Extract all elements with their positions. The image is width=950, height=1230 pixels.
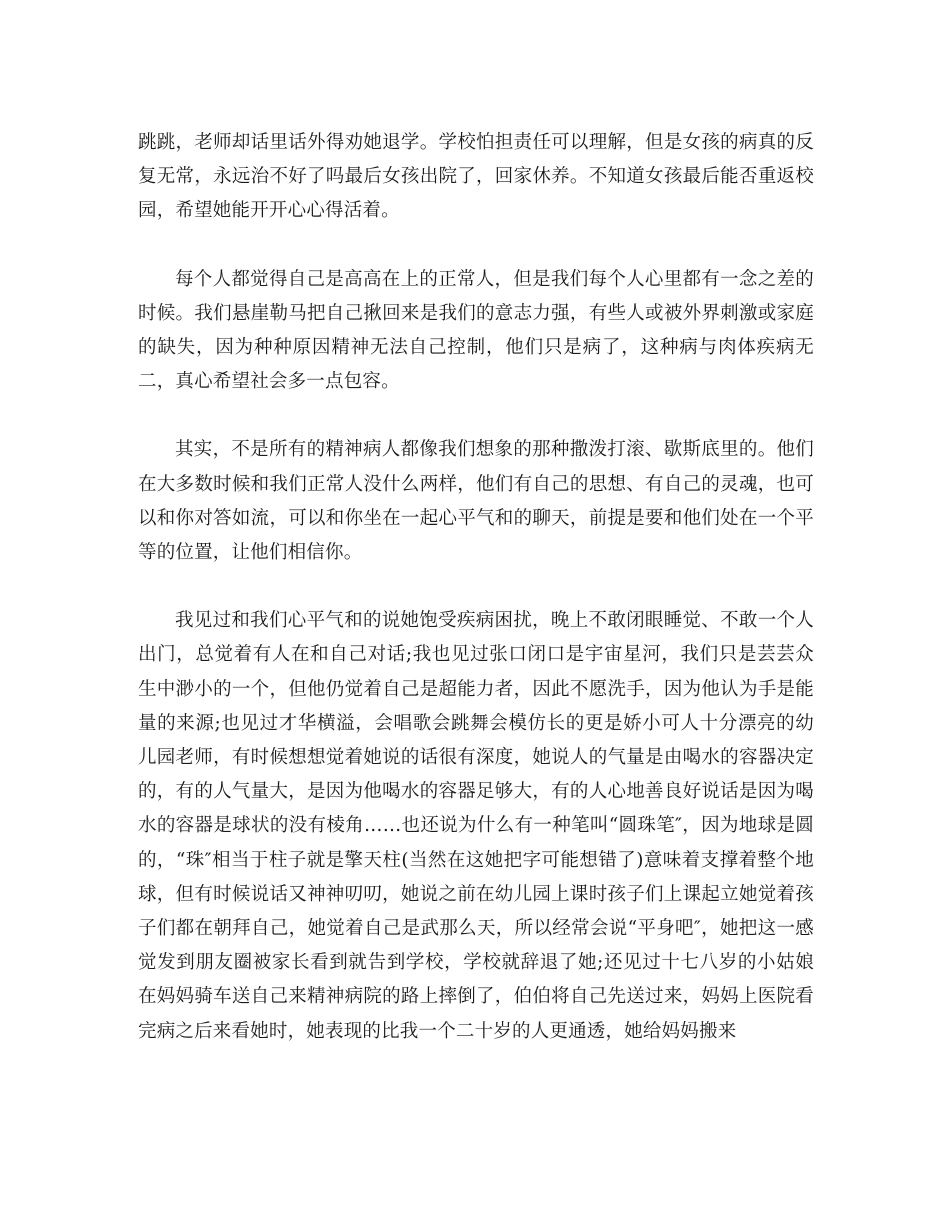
paragraph-2: 每个人都觉得自己是高高在上的正常人，但是我们每个人心里都有一念之差的时候。我们悬崖勒马把自己揪回来是我们的意志力强，有些人或被外界刺激或家庭的缺失，因为种种原因精神无法自己控制，他们只是病了，这种病与肉体疾病无二，真心希望社会多一点包容。 [138, 268, 814, 393]
paragraph-4: 我见过和我们心平气和的说她饱受疾病困扰，晚上不敢闭眼睡觉、不敢一个人出门，总觉着有人在和自己对话;我也见过张口闭口是宇宙星河，我们只是芸芸众生中渺小的一个，但他仍觉着自己是超能力者，因此不愿洗手，因为他认为手是能量的来源;也见过才华横溢，会唱歌会跳舞会模仿长的更是娇小可人十分漂亮的幼儿园老师，有时候想想觉着她说的话很有深度，她说人的气量是由喝水的容器决定的，有的人气量大，是因为他喝水的容器足够大，有的人心地善良好说话是因为喝水的容器是球状的没有棱角……也还说为什么有一种笔叫“圆珠笔″，因为地球是圆的，“珠″相当于柱子就是擎天柱(当然在这她把字可能想错了)意味着支撑着整个地球，但有时候说话又神神叨叨，她说之前在幼儿园上课时孩子们上课起立她觉着孩子们都在朝拜自己，她觉着自己是武那么天，所以经常会说“平身吧″，她把这一感觉发到朋友圈被家长看到就告到学校，学校就辞退了她;还见过十七八岁的小姑娘在妈妈骑车送自己来精神病院的路上摔倒了，伯伯将自己先送过来，妈妈上医院看完病之后来看她时，她表现的比我一个二十岁的人更通透，她给妈妈搬来 [138, 610, 814, 1042]
document-body [138, 126, 814, 1083]
paragraph-3: 其实，不是所有的精神病人都像我们想象的那种撒泼打滚、歇斯底里的。他们在大多数时候和我们正常人没什么两样，他们有自己的思想、有自己的灵魂，也可以和你对答如流，可以和你坐在一起心平气和的聊天，前提是要和他们处在一个平等的位置，让他们相信你。 [138, 439, 814, 564]
paragraph-1: 跳跳，老师却话里话外得劝她退学。学校怕担责任可以理解，但是女孩的病真的反复无常，永远治不好了吗最后女孩出院了，回家休养。不知道女孩最后能否重返校园，希望她能开开心心得活着。 [138, 132, 814, 222]
